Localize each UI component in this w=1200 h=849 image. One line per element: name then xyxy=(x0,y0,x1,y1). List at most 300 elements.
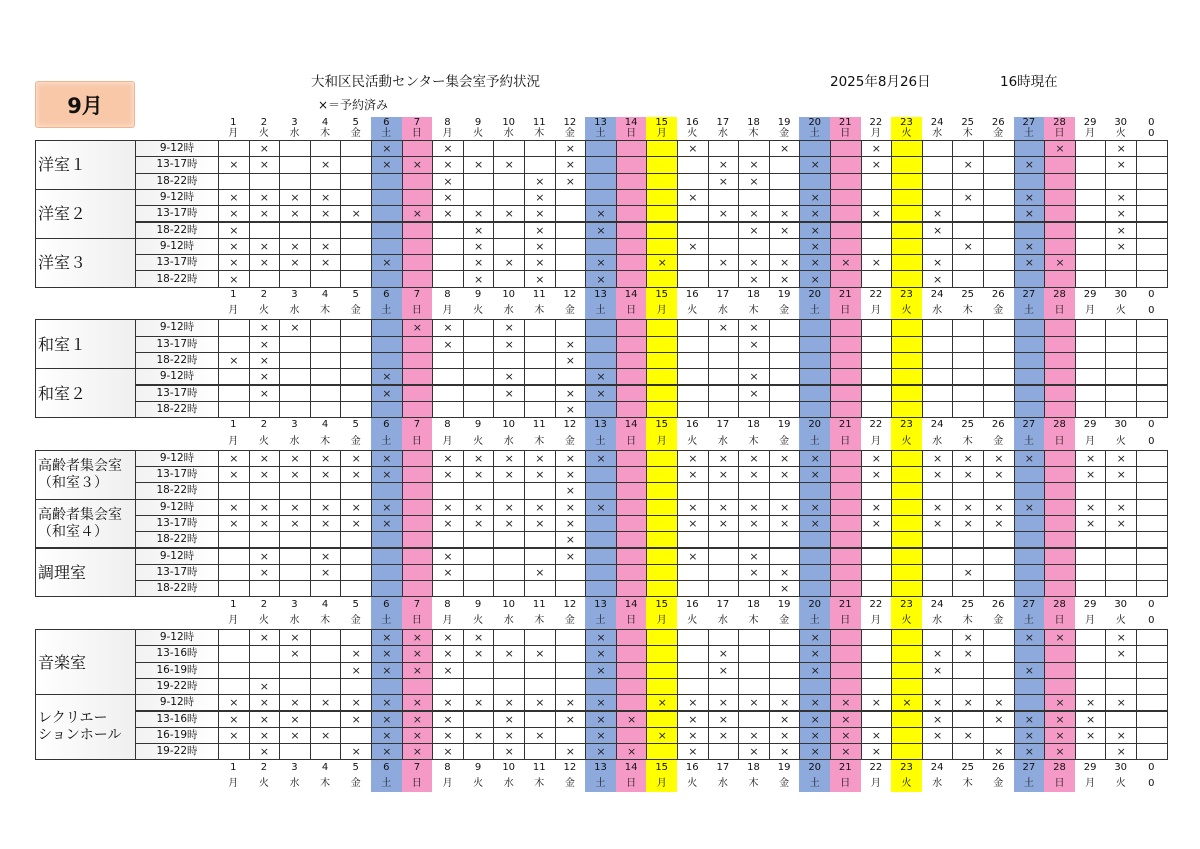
booked-mark: × xyxy=(290,468,300,482)
day-number-header: 29 xyxy=(1083,116,1097,128)
booked-mark: × xyxy=(320,256,331,270)
booked-mark: × xyxy=(351,451,361,465)
booking-cell xyxy=(402,531,434,548)
day-number-header: 25 xyxy=(961,761,975,773)
room-name-line: 和室２ xyxy=(38,383,87,403)
booked-mark: × xyxy=(535,174,545,188)
booking-cell xyxy=(310,711,342,728)
booking-cell xyxy=(432,385,464,402)
booked-mark: × xyxy=(994,745,1004,759)
booking-cell xyxy=(646,711,678,728)
booked-mark: × xyxy=(412,745,422,759)
booking-cell xyxy=(616,385,648,402)
day-number-header: 13 xyxy=(594,116,607,128)
booked-mark: × xyxy=(504,158,514,172)
booking-cell xyxy=(585,711,617,728)
booking-cell xyxy=(891,270,923,287)
booking-cell xyxy=(1044,743,1076,760)
booked-mark: × xyxy=(565,549,575,563)
time-slot-label: 13-17時 xyxy=(135,156,219,173)
booking-cell xyxy=(830,466,862,483)
weekday-header: 水 xyxy=(289,777,300,789)
booking-cell xyxy=(616,515,648,532)
weekday-header: 木 xyxy=(320,614,331,626)
booking-cell xyxy=(371,319,403,336)
booking-cell xyxy=(1105,401,1137,418)
day-number-header: 17 xyxy=(716,116,730,128)
booking-cell xyxy=(310,629,342,646)
weekday-header: 日 xyxy=(411,128,422,140)
booking-cell xyxy=(1014,270,1046,287)
day-number-header: 24 xyxy=(930,598,944,610)
booked-mark: × xyxy=(504,321,514,335)
booking-cell xyxy=(922,352,954,369)
booking-cell xyxy=(799,466,831,483)
booking-cell xyxy=(218,140,250,157)
booking-cell xyxy=(585,205,617,222)
room-name-line: 高齢者集会室 xyxy=(38,457,122,474)
booked-mark: × xyxy=(779,582,790,596)
booked-mark: × xyxy=(779,223,790,237)
booking-cell xyxy=(677,678,709,695)
booking-cell xyxy=(218,564,250,581)
booking-cell xyxy=(677,319,709,336)
booked-mark: × xyxy=(1116,647,1126,661)
weekday-header: 土 xyxy=(809,435,820,447)
weekday-header: 火 xyxy=(473,435,484,447)
booking-cell xyxy=(891,466,923,483)
booked-mark: × xyxy=(290,500,300,514)
weekday-header: 土 xyxy=(1023,777,1034,789)
booking-cell xyxy=(432,254,464,271)
weekday-header: 木 xyxy=(320,305,331,317)
room-name-line: （和室４） xyxy=(38,523,108,540)
booked-mark: × xyxy=(443,712,453,726)
booked-mark: × xyxy=(259,337,269,351)
booking-cell xyxy=(340,222,372,239)
booked-mark: × xyxy=(596,745,606,759)
booking-cell xyxy=(1075,156,1107,173)
booked-mark: × xyxy=(320,239,331,253)
day-number-header: 3 xyxy=(291,288,298,300)
booked-mark: × xyxy=(382,142,392,156)
day-number-header: 16 xyxy=(685,116,699,128)
weekday-header: 日 xyxy=(626,305,637,317)
booking-cell xyxy=(432,401,464,418)
day-number-header: 25 xyxy=(961,288,975,300)
booking-cell xyxy=(310,189,342,206)
booked-mark: × xyxy=(688,712,698,726)
booking-cell xyxy=(891,482,923,499)
booked-mark: × xyxy=(688,500,698,514)
booking-cell xyxy=(830,385,862,402)
booked-mark: × xyxy=(565,402,575,416)
booking-cell xyxy=(646,385,678,402)
booking-cell xyxy=(1044,368,1076,385)
booking-cell xyxy=(279,580,311,597)
booking-cell xyxy=(463,727,495,744)
booking-cell xyxy=(555,482,587,499)
weekday-header: 土 xyxy=(1023,305,1034,317)
booking-cell xyxy=(279,694,311,711)
booking-cell xyxy=(891,173,923,190)
booking-cell xyxy=(310,580,342,597)
booked-mark: × xyxy=(1055,712,1065,726)
weekday-header: 金 xyxy=(564,614,575,626)
booking-cell xyxy=(218,743,250,760)
booking-cell xyxy=(340,140,372,157)
booking-cell xyxy=(1044,482,1076,499)
booking-cell xyxy=(279,645,311,662)
booking-cell xyxy=(983,727,1015,744)
booking-cell xyxy=(340,580,372,597)
day-number-header: 20 xyxy=(808,419,822,431)
booking-cell xyxy=(677,645,709,662)
booked-mark: × xyxy=(535,728,545,742)
booking-cell xyxy=(1075,319,1107,336)
booking-cell xyxy=(1044,678,1076,695)
booked-mark: × xyxy=(229,158,239,172)
booking-cell xyxy=(891,254,923,271)
booking-cell xyxy=(1105,140,1137,157)
weekday-header: 日 xyxy=(840,777,851,789)
booking-cell xyxy=(1105,580,1137,597)
booking-cell xyxy=(402,173,434,190)
booking-cell xyxy=(218,499,250,516)
booked-mark: × xyxy=(565,142,575,156)
booking-cell xyxy=(1014,548,1046,565)
booking-cell xyxy=(799,678,831,695)
booked-mark: × xyxy=(810,207,820,221)
booked-mark: × xyxy=(504,517,514,531)
booking-cell xyxy=(279,629,311,646)
booking-cell xyxy=(249,645,281,662)
booking-cell xyxy=(463,368,495,385)
booking-cell xyxy=(677,743,709,760)
day-number-header: 18 xyxy=(747,419,760,431)
booked-mark: × xyxy=(320,549,331,563)
booking-cell xyxy=(1105,727,1137,744)
booked-mark: × xyxy=(749,728,759,742)
booked-mark: × xyxy=(473,158,484,172)
booked-mark: × xyxy=(535,223,545,237)
booking-cell xyxy=(463,140,495,157)
booked-mark: × xyxy=(779,451,790,465)
booking-cell xyxy=(555,662,587,679)
room-name-line: レクリエー xyxy=(38,710,108,727)
time-slot-label: 16-19時 xyxy=(135,727,219,744)
booked-mark: × xyxy=(382,370,392,384)
booked-mark: × xyxy=(1024,191,1034,205)
day-number-header: 15 xyxy=(655,116,669,128)
day-number-header: 28 xyxy=(1053,761,1066,773)
weekday-header: 木 xyxy=(534,305,545,317)
booking-cell xyxy=(1075,548,1107,565)
booking-cell xyxy=(738,336,770,353)
booking-cell xyxy=(677,222,709,239)
booking-cell xyxy=(738,645,770,662)
booked-mark: × xyxy=(1055,745,1065,759)
weekday-header: 土 xyxy=(381,614,392,626)
booking-cell xyxy=(463,450,495,467)
booked-mark: × xyxy=(1055,256,1065,270)
weekday-header: 火 xyxy=(473,777,484,789)
booked-mark: × xyxy=(259,680,269,694)
booked-mark: × xyxy=(443,631,453,645)
booking-cell xyxy=(1136,678,1168,695)
booked-mark: × xyxy=(841,696,851,710)
booking-cell xyxy=(922,515,954,532)
time-slot-label: 18-22時 xyxy=(135,270,219,287)
booked-mark: × xyxy=(565,696,575,710)
booking-cell xyxy=(249,499,281,516)
booking-cell xyxy=(983,645,1015,662)
booking-cell xyxy=(1075,450,1107,467)
booking-cell xyxy=(1044,564,1076,581)
booked-mark: × xyxy=(994,712,1004,726)
booking-cell xyxy=(891,694,923,711)
booked-mark: × xyxy=(290,207,300,221)
booked-mark: × xyxy=(443,500,453,514)
booking-cell xyxy=(646,694,678,711)
booked-mark: × xyxy=(351,647,361,661)
booked-mark: × xyxy=(565,712,575,726)
booking-cell xyxy=(402,645,434,662)
booking-cell xyxy=(524,466,556,483)
booking-cell xyxy=(310,694,342,711)
booked-mark: × xyxy=(412,631,422,645)
booking-cell xyxy=(738,254,770,271)
booked-mark: × xyxy=(718,468,728,482)
booking-cell xyxy=(1136,645,1168,662)
booked-mark: × xyxy=(810,239,820,253)
booked-mark: × xyxy=(259,712,269,726)
booking-cell xyxy=(708,205,740,222)
booking-cell xyxy=(646,645,678,662)
booking-cell xyxy=(922,385,954,402)
booking-cell xyxy=(861,662,893,679)
booked-mark: × xyxy=(1055,631,1065,645)
booking-cell xyxy=(279,711,311,728)
booked-mark: × xyxy=(779,712,790,726)
booking-cell xyxy=(1105,499,1137,516)
booking-cell xyxy=(555,173,587,190)
booking-cell xyxy=(983,711,1015,728)
booking-cell xyxy=(1014,385,1046,402)
time-slot-label: 16-19時 xyxy=(135,662,219,679)
booked-mark: × xyxy=(443,337,453,351)
booking-cell xyxy=(1075,385,1107,402)
room-name-line: 調理室 xyxy=(38,562,87,582)
booking-cell xyxy=(769,222,801,239)
booking-cell xyxy=(463,189,495,206)
weekday-header: 水 xyxy=(503,777,514,789)
booked-mark: × xyxy=(596,631,606,645)
booked-mark: × xyxy=(443,663,453,677)
booking-cell xyxy=(402,270,434,287)
booked-mark: × xyxy=(412,663,422,677)
booked-mark: × xyxy=(718,158,728,172)
day-number-header: 6 xyxy=(383,288,390,300)
booked-mark: × xyxy=(259,549,269,563)
booking-cell xyxy=(524,482,556,499)
day-number-header: 8 xyxy=(444,761,451,773)
booked-mark: × xyxy=(320,696,331,710)
booking-cell xyxy=(432,156,464,173)
weekday-header: 金 xyxy=(993,777,1004,789)
booking-cell xyxy=(799,401,831,418)
booking-cell xyxy=(432,319,464,336)
booking-cell xyxy=(769,401,801,418)
booking-cell xyxy=(1014,140,1046,157)
booking-cell xyxy=(1044,254,1076,271)
booking-cell xyxy=(371,336,403,353)
day-number-header: 1 xyxy=(230,288,237,300)
booking-cell xyxy=(952,270,984,287)
day-number-header: 21 xyxy=(838,116,852,128)
booking-cell xyxy=(799,580,831,597)
weekday-header: 金 xyxy=(564,435,575,447)
day-number-header: 7 xyxy=(413,419,421,431)
booked-mark: × xyxy=(932,451,943,465)
time-slot-label: 9-12時 xyxy=(135,548,219,565)
booking-cell xyxy=(1044,319,1076,336)
booking-cell xyxy=(555,466,587,483)
booked-mark: × xyxy=(871,696,881,710)
booking-cell xyxy=(616,238,648,255)
room-name xyxy=(35,548,136,598)
booking-cell xyxy=(340,156,372,173)
booking-cell xyxy=(1044,499,1076,516)
weekday-header: 月 xyxy=(228,614,239,626)
day-number-header: 25 xyxy=(961,598,975,610)
booked-mark: × xyxy=(1024,207,1034,221)
booking-cell xyxy=(218,368,250,385)
booking-cell xyxy=(463,645,495,662)
booking-cell xyxy=(983,336,1015,353)
booking-cell xyxy=(310,336,342,353)
weekday-header: 月 xyxy=(228,777,239,789)
weekday-header: 月 xyxy=(656,305,667,317)
booking-cell xyxy=(1075,140,1107,157)
booking-cell xyxy=(922,173,954,190)
booking-cell xyxy=(310,270,342,287)
booked-mark: × xyxy=(596,712,606,726)
booked-mark: × xyxy=(749,517,759,531)
weekday-header: 日 xyxy=(626,128,637,140)
booking-cell xyxy=(1105,482,1137,499)
booking-cell xyxy=(677,450,709,467)
booking-cell xyxy=(799,385,831,402)
booking-cell xyxy=(340,466,372,483)
booking-cell xyxy=(708,156,740,173)
booking-cell xyxy=(279,222,311,239)
booking-cell xyxy=(616,254,648,271)
booking-cell xyxy=(340,385,372,402)
booking-cell xyxy=(310,564,342,581)
booking-cell xyxy=(249,482,281,499)
booked-mark: × xyxy=(1116,468,1126,482)
booking-cell xyxy=(891,238,923,255)
weekday-header: 水 xyxy=(503,305,514,317)
booking-cell xyxy=(402,466,434,483)
booking-cell xyxy=(585,531,617,548)
booking-cell xyxy=(310,254,342,271)
booking-cell xyxy=(493,531,525,548)
booking-cell xyxy=(769,727,801,744)
booking-cell xyxy=(218,629,250,646)
booking-cell xyxy=(1105,531,1137,548)
booked-mark: × xyxy=(932,696,943,710)
booked-mark: × xyxy=(994,468,1004,482)
room-name-line: 音楽室 xyxy=(38,652,87,672)
booking-cell xyxy=(922,711,954,728)
booked-mark: × xyxy=(290,631,300,645)
booked-mark: × xyxy=(718,696,728,710)
day-number-header: 14 xyxy=(624,598,638,610)
time-slot-label: 18-22時 xyxy=(135,352,219,369)
booking-cell xyxy=(646,580,678,597)
time-slot-label: 13-17時 xyxy=(135,205,219,222)
weekday-header: 金 xyxy=(350,305,361,317)
booking-cell xyxy=(310,743,342,760)
booked-mark: × xyxy=(932,517,943,531)
booked-mark: × xyxy=(810,451,820,465)
booking-cell xyxy=(708,499,740,516)
booking-cell xyxy=(249,743,281,760)
booking-cell xyxy=(830,515,862,532)
booked-mark: × xyxy=(779,207,790,221)
booking-cell xyxy=(922,662,954,679)
booked-mark: × xyxy=(718,321,728,335)
booking-cell xyxy=(279,727,311,744)
day-number-header: 2 xyxy=(260,288,268,300)
booking-cell xyxy=(1075,564,1107,581)
booking-cell xyxy=(708,352,740,369)
booking-cell xyxy=(218,515,250,532)
booking-cell xyxy=(799,548,831,565)
booking-cell xyxy=(1105,466,1137,483)
day-number-header: 8 xyxy=(444,419,451,431)
booked-mark: × xyxy=(810,663,820,677)
booked-mark: × xyxy=(718,712,728,726)
time-slot-label: 9-12時 xyxy=(135,319,219,336)
booking-cell xyxy=(922,694,954,711)
booked-mark: × xyxy=(229,517,239,531)
booking-cell xyxy=(432,515,464,532)
weekday-header: 日 xyxy=(626,614,637,626)
booking-cell xyxy=(402,580,434,597)
booked-mark: × xyxy=(290,647,300,661)
booking-cell xyxy=(310,531,342,548)
booking-cell xyxy=(555,270,587,287)
weekday-header: 水 xyxy=(932,305,943,317)
booking-cell xyxy=(1136,385,1168,402)
booking-cell xyxy=(1014,466,1046,483)
booking-cell xyxy=(983,238,1015,255)
booked-mark: × xyxy=(902,696,912,710)
booking-cell xyxy=(799,156,831,173)
booking-cell xyxy=(493,385,525,402)
booked-mark: × xyxy=(596,256,606,270)
booking-cell xyxy=(555,711,587,728)
booking-cell xyxy=(340,368,372,385)
booking-cell xyxy=(830,743,862,760)
booking-cell xyxy=(708,385,740,402)
booking-cell xyxy=(861,694,893,711)
time-slot-label: 13-16時 xyxy=(135,645,219,662)
booking-cell xyxy=(218,482,250,499)
